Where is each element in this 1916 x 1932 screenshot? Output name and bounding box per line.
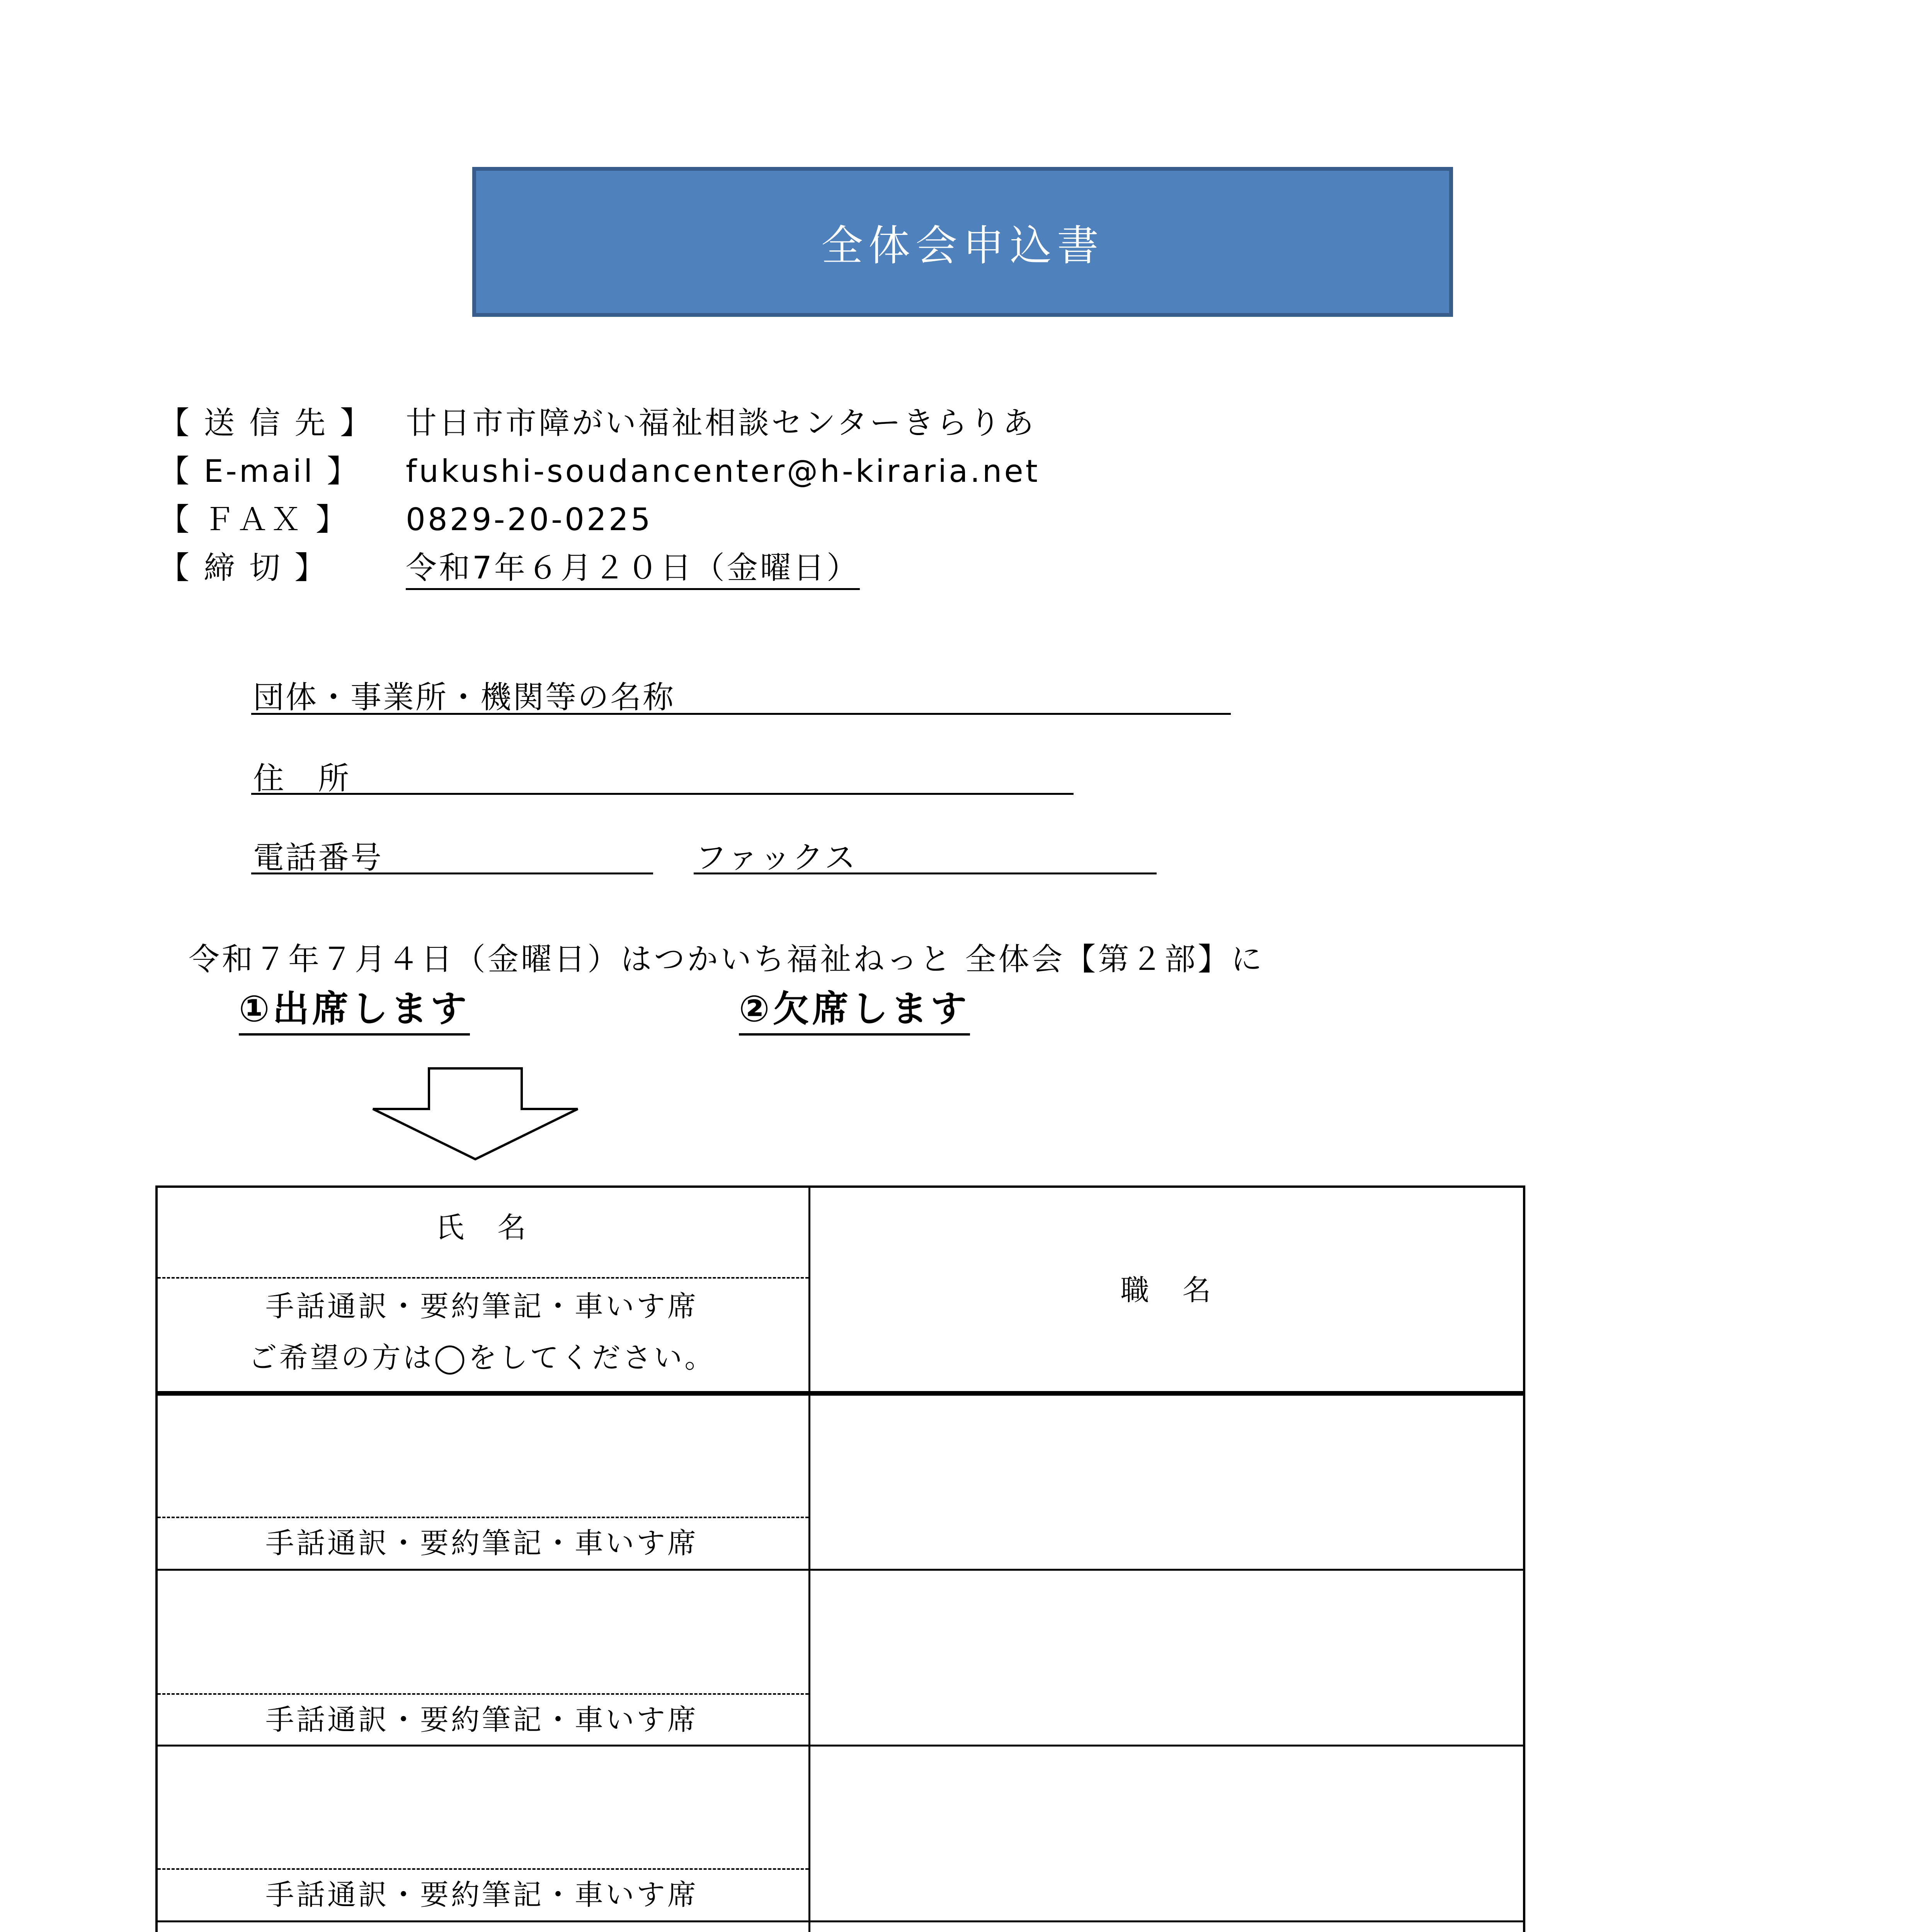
address-label: 住 所 (253, 760, 351, 796)
position-cell[interactable] (810, 1396, 1523, 1568)
info-label: 【 締 切 】 (158, 550, 328, 586)
fax-label: ファックス (696, 840, 857, 876)
support-header: 手話通訳・要約筆記・車いす席 (265, 1290, 698, 1323)
phone-field[interactable] (251, 872, 653, 874)
info-label: 【 送 信 先 】 (158, 405, 373, 441)
form-title-text: 全体会申込書 (821, 221, 1104, 270)
email-link[interactable]: fukushi-soudancenter@h-kiraria.net (406, 453, 1040, 489)
phone-label: 電話番号 (253, 840, 383, 876)
absent-option[interactable]: ②欠席します (739, 980, 970, 1036)
info-value: 廿日市市障がい福祉相談センターきらりあ (406, 405, 1036, 441)
position-cell[interactable] (810, 1922, 1523, 1932)
info-label: 【 ＦＡＸ 】 (158, 502, 349, 537)
attendance-notice: 令和７年７月４日（金曜日）はつかいち福祉ねっと 全体会【第２部】に (189, 941, 1264, 977)
form-title (472, 167, 1453, 317)
info-destination (158, 398, 1036, 442)
row-support-option[interactable]: 手話通訳・要約筆記・車いす席 (265, 1527, 698, 1560)
name-cell[interactable] (158, 1922, 808, 1932)
row-support-option[interactable]: 手話通訳・要約筆記・車いす席 (265, 1703, 698, 1736)
deadline-value: 令和7年６月２０日（金曜日） (406, 550, 860, 590)
row-support-option[interactable]: 手話通訳・要約筆記・車いす席 (265, 1878, 698, 1912)
position-header: 職 名 (1120, 1274, 1213, 1307)
down-arrow-icon (367, 1066, 584, 1163)
info-value: 0829-20-0225 (406, 502, 653, 537)
name-cell[interactable] (158, 1747, 808, 1867)
org-name-field[interactable] (251, 713, 1231, 715)
info-deadline (158, 543, 860, 587)
info-label: 【 E-mail 】 (158, 453, 360, 489)
name-header: 氏 名 (436, 1211, 528, 1244)
position-cell[interactable] (810, 1747, 1523, 1920)
name-cell[interactable] (158, 1571, 808, 1692)
org-name-label: 団体・事業所・機関等の名称 (253, 679, 675, 715)
attend-option[interactable]: ①出席します (239, 980, 470, 1036)
info-fax (158, 495, 653, 539)
info-email (158, 446, 1040, 491)
name-cell[interactable] (158, 1396, 808, 1515)
address-field[interactable] (251, 793, 1074, 795)
support-header-hint: ご希望の方は◯をしてください。 (248, 1341, 716, 1374)
position-cell[interactable] (810, 1571, 1523, 1744)
fax-field[interactable] (694, 872, 1157, 874)
